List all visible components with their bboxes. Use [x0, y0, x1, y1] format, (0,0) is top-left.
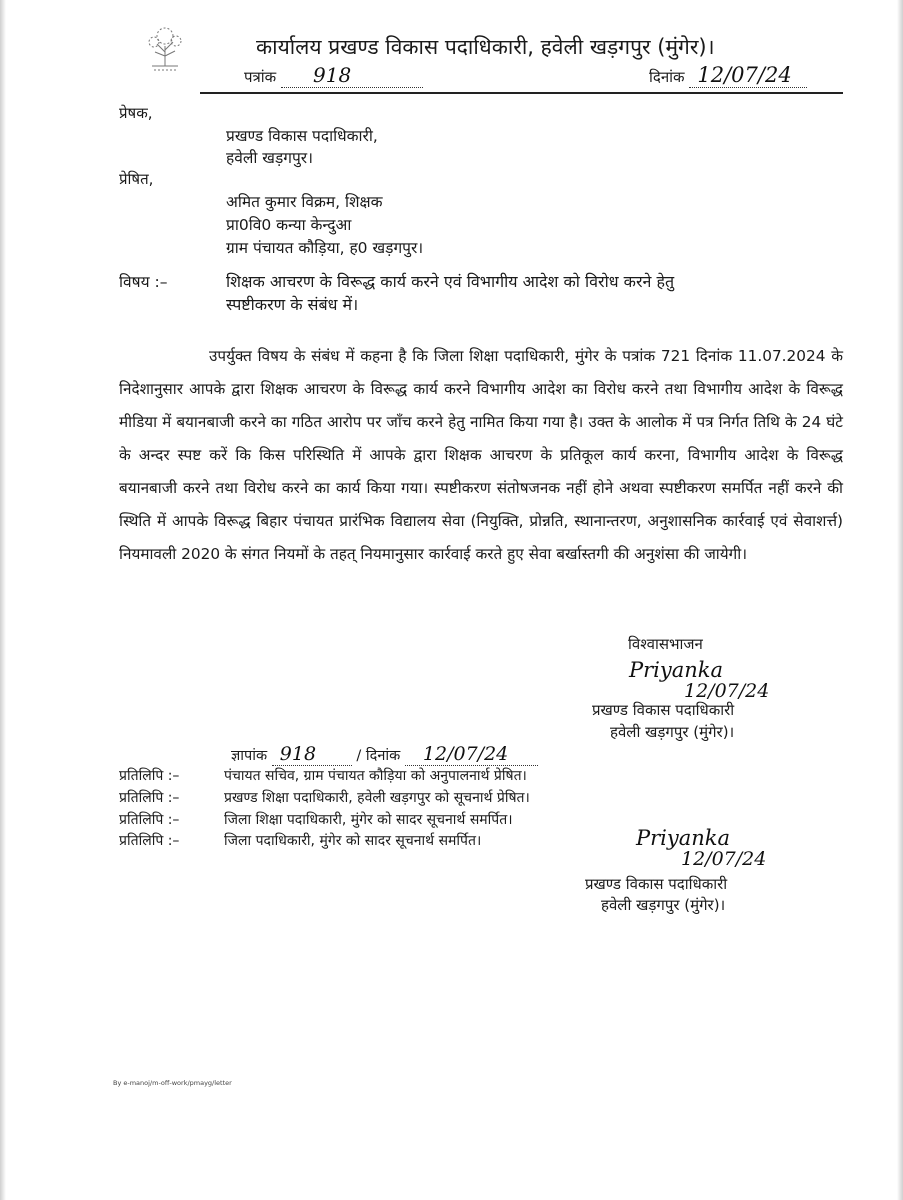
copy-row [119, 831, 481, 849]
signature-2-date: 12/07/24 [681, 848, 767, 870]
signature-2-place: हवेली खड़गपुर (मुंगेर)। [601, 896, 726, 914]
recipient-line-2: प्रा0वि0 कन्या केन्दुआ [226, 216, 352, 234]
signature-1-date: 12/07/24 [684, 680, 770, 702]
copy-row [119, 788, 530, 806]
letter-date [649, 63, 807, 88]
signature-1-designation: प्रखण्ड विकास पदाधिकारी [592, 701, 735, 719]
letter-date-value: 12/07/24 [689, 63, 807, 88]
memo-date: 12/07/24 [405, 743, 538, 766]
copy-label: प्रतिलिपि :– [119, 768, 180, 784]
signature-2-designation: प्रखण्ड विकास पदाधिकारी [585, 875, 728, 893]
copy-text: जिला पदाधिकारी, मुंगेर को सादर सूचनार्थ समर्पित। [224, 833, 482, 849]
letter-date-label: दिनांक [649, 68, 685, 86]
signature-2-name: Priyanka [636, 826, 731, 850]
recipient-label: प्रेषित, [119, 170, 154, 188]
footer-path: By e-manoj/m-off-work/pmayg/letter [113, 1079, 232, 1087]
header-rule [200, 92, 843, 94]
copy-row [119, 810, 513, 828]
copy-text: जिला शिक्षा पदाधिकारी, मुंगेर को सादर सूचनार्थ समर्पित। [224, 812, 513, 828]
copy-label: प्रतिलिपि :– [119, 812, 180, 828]
bihar-emblem-tree-icon [140, 22, 190, 74]
letter-number-value: 918 [281, 63, 423, 88]
signature-1-name: Priyanka [629, 658, 724, 682]
recipient-line-3: ग्राम पंचायत कौड़िया, ह0 खड़गपुर। [226, 239, 424, 257]
letter-number [244, 63, 423, 88]
subject-line-1: शिक्षक आचरण के विरूद्ध कार्य करने एवं विभागीय आदेश को विरोध करने हेतु [226, 272, 675, 291]
copy-label: प्रतिलिपि :– [119, 833, 180, 849]
sender-label: प्रेषक, [119, 104, 153, 122]
recipient-line-1: अमित कुमार विक्रम, शिक्षक [226, 193, 383, 211]
copy-row [119, 766, 527, 784]
signature-1-place: हवेली खड़गपुर (मुंगेर)। [610, 723, 735, 741]
letter-number-label: पत्रांक [244, 68, 277, 86]
sender-line-1: प्रखण्ड विकास पदाधिकारी, [226, 127, 378, 145]
memo-line [231, 743, 538, 766]
page-shadow-left [0, 0, 6, 1200]
sender-line-2: हवेली खड़गपुर। [226, 149, 314, 167]
copy-label: प्रतिलिपि :– [119, 790, 180, 806]
subject-line-2: स्पष्टीकरण के संबंध में। [226, 295, 359, 314]
memo-date-label: / दिनांक [356, 748, 401, 764]
copy-text: प्रखण्ड शिक्षा पदाधिकारी, हवेली खड़गपुर को सूचनार्थ प्रेषित। [224, 790, 530, 806]
subject-label: विषय :– [119, 273, 168, 291]
copy-text: पंचायत सचिव, ग्राम पंचायत कौड़िया को अनुपालनार्थ प्रेषित। [224, 768, 527, 784]
memo-number: 918 [272, 743, 352, 766]
page-shadow-right [897, 0, 903, 1200]
memo-label: ज्ञापांक [231, 748, 268, 764]
office-title: कार्यालय प्रखण्ड विकास पदाधिकारी, हवेली खड़गपुर (मुंगेर)। [256, 35, 715, 59]
closing-text: विश्वासभाजन [628, 635, 703, 653]
body-paragraph: उपर्युक्त विषय के संबंध में कहना है कि जिला शिक्षा पदाधिकारी, मुंगेर के पत्रांक 721 दिनांक 11.07.2024 के निदेशानुसार आपके द्वारा शिक्षक आचरण के विरूद्ध कार्य करने विभागीय आदेश का विरोध करने तथा विभागीय आदेश के विरूद्ध मीडिया में बयानबाजी करने का गठित आरोप पर जाँच करने हेतु नामित किया गया है। उक्त के आलोक में पत्र निर्गत तिथि के 24 घंटे के अन्दर स्पष्ट करें कि किस परिस्थिति में आपके द्वारा शिक्षक आचरण के प्रतिकूल कार्य करना, विभागीय आदेश के विरूद्ध बयानबाजी करने तथा विरोध करने का कार्य किया गया। स्पष्टीकरण संतोषजनक नहीं होने अथवा स्पष्टीकरण समर्पित नहीं करने की स्थिति में आपके विरूद्ध बिहार पंचायत प्रारंभिक विद्यालय सेवा (नियुक्ति, प्रोन्नति, स्थानान्तरण, अनुशासनिक कार्रवाई एवं सेवाशर्त्त) नियमावली 2020 के संगत नियमों के तहत् नियमानुसार कार्रवाई करते हुए सेवा बर्खास्तगी की अनुशंसा की जायेगी। [119, 347, 843, 563]
